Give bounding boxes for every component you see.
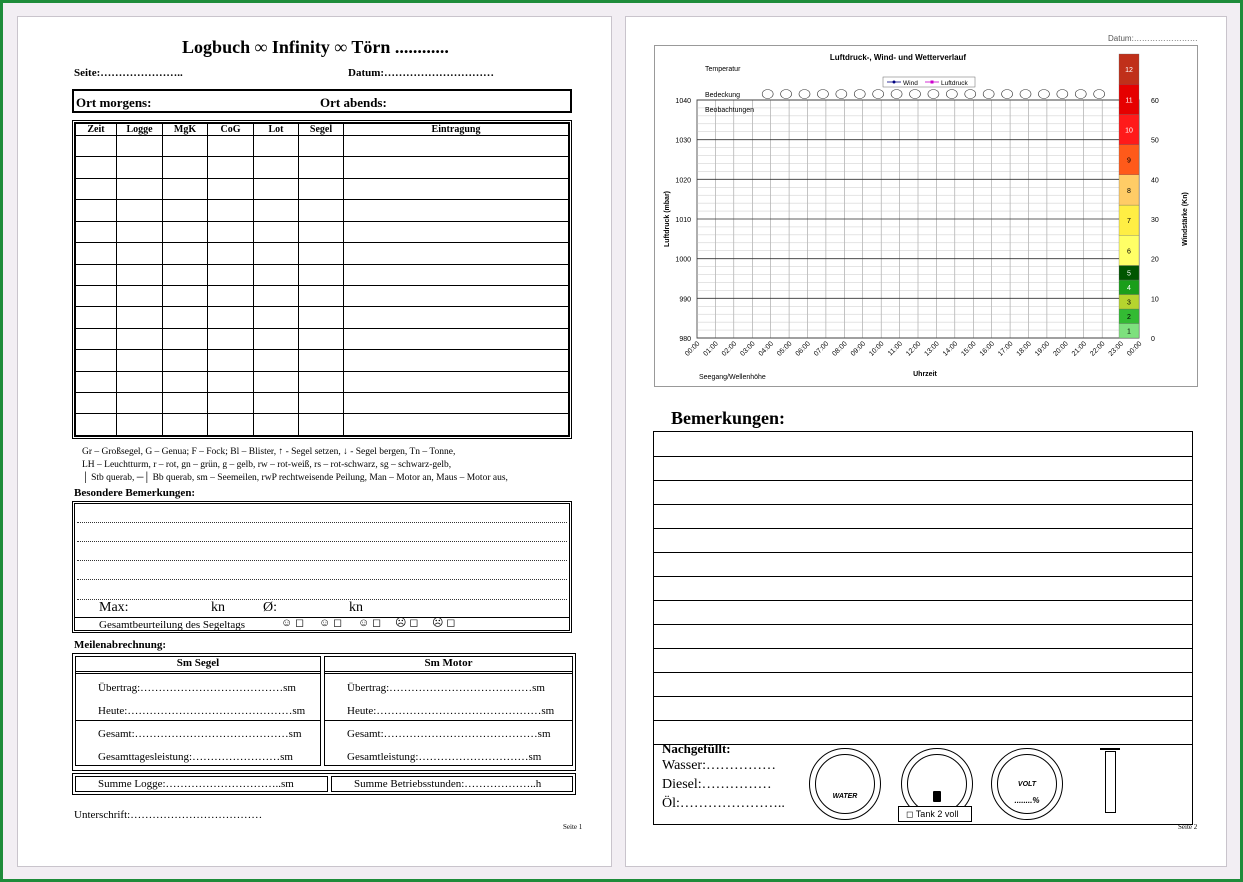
divider [76,720,320,721]
log-cell[interactable] [299,393,344,414]
log-cell[interactable] [163,264,208,285]
ort-morgens-label[interactable]: Ort morgens: [76,95,152,110]
y-tick-label: 990 [679,296,691,304]
volt-gauge-percent: ........% [1014,796,1040,805]
log-cell[interactable] [344,157,569,178]
log-cell[interactable] [208,243,254,264]
y2-tick-label: 60 [1151,98,1159,105]
x-tick-label: 05:00 [776,340,794,358]
tank-2-label: ◻ Tank 2 voll [906,809,959,819]
x-axis-label: Uhrzeit [913,371,937,378]
log-cell[interactable] [344,285,569,306]
log-cell[interactable] [299,178,344,199]
x-tick-label: 15:00 [960,340,978,358]
y-tick-label: 1040 [675,98,691,105]
log-cell[interactable] [76,136,117,157]
gesamtbeurteilung-label: Gesamtbeurteilung des Segeltags [99,619,246,631]
writing-line[interactable] [654,720,1192,721]
y2-tick-label: 30 [1151,217,1159,224]
writing-line[interactable] [654,576,1192,577]
nachgefuellt-label: Nachgefüllt: [662,741,731,756]
x-tick-label: 01:00 [702,340,720,358]
sm-segel-header: Sm Segel [176,657,220,669]
writing-line[interactable] [654,648,1192,649]
x-tick-label: 16:00 [978,340,997,358]
log-cell[interactable] [163,414,208,436]
weather-chart [654,45,1198,387]
weather-chart-svg [655,46,1197,386]
table-row [76,393,569,414]
cloud-cover-circle [1057,90,1068,99]
log-cell[interactable] [254,371,299,392]
log-cell[interactable] [299,328,344,349]
log-cell[interactable] [299,136,344,157]
row-label-beobachtungen: Beobachtungen [705,107,755,114]
table-row [76,350,569,371]
log-cell[interactable] [117,221,163,242]
y-tick-label: 1000 [675,256,691,264]
log-cell[interactable] [344,414,569,436]
logbook-page-2 [625,16,1227,867]
log-cell[interactable] [344,307,569,328]
table-row [76,243,569,264]
log-cell[interactable] [208,157,254,178]
avg-label: Ø: [263,600,277,615]
log-cell[interactable] [163,393,208,414]
writing-line[interactable] [654,600,1192,601]
legend-line: LH – Leuchtturm, r – rot, gn – grün, g – gelb, rw – rot-weiß, rs – rot-schwarz, sg – schwarz-gelb, [82,460,452,470]
beaufort-label: 12 [1125,67,1133,75]
volt-gauge-icon [991,748,1063,820]
cloud-cover-circle [1020,90,1031,99]
max-label: Max: [99,600,129,615]
rating-checkbox-3[interactable]: ☺ ◻ [358,617,382,629]
row-label-temperatur: Temperatur [705,66,741,73]
log-cell[interactable] [299,243,344,264]
writing-line[interactable] [654,696,1192,697]
datum-field[interactable]: Datum:…………………… [1108,34,1198,43]
x-tick-label: 12:00 [905,340,923,358]
table-row [76,285,569,306]
table-row [76,264,569,285]
log-cell[interactable] [117,285,163,306]
log-cell[interactable] [76,264,117,285]
legend-line: Gr – Großsegel, G – Genua; F – Fock; Bl – Blister, ↑ - Segel setzen, ↓ - Segel bergen, Tn – Tonne, [82,447,456,457]
cloud-cover-circle [1002,90,1013,99]
cloud-cover-circle [762,90,773,99]
kn-unit: kn [211,600,225,615]
log-cell[interactable] [254,136,299,157]
log-cell[interactable] [254,414,299,436]
writing-line[interactable] [654,672,1192,673]
log-cell[interactable] [117,307,163,328]
segel-gesamt[interactable]: Gesamt:……………………………………sm [98,728,302,740]
abbreviation-legend [82,446,558,485]
table-row [76,414,569,436]
table-row [76,178,569,199]
y2-tick-label: 40 [1151,177,1159,185]
x-tick-label: 06:00 [794,340,812,358]
x-tick-label: 08:00 [831,340,849,358]
table-row [76,371,569,392]
log-cell[interactable] [254,200,299,221]
divider [325,720,572,721]
sm-motor-section [324,656,573,766]
x-tick-label: 00:00 [684,340,702,358]
legend-line: │ Stb querab, ─│ Bb querab, sm – Seemeilen, rwP rechtweisende Peilung, Man – Motor an, Maus – Motor aus, [82,473,508,483]
log-cell[interactable] [163,328,208,349]
beaufort-label: 3 [1127,299,1131,307]
log-cell[interactable] [208,221,254,242]
log-cell[interactable] [117,200,163,221]
log-column-header: Logge [117,124,163,136]
log-cell[interactable] [208,307,254,328]
log-column-header: Lot [254,124,299,136]
rating-checkbox-1[interactable]: ☺ ◻ [281,617,305,629]
log-cell[interactable] [254,307,299,328]
log-cell[interactable] [299,221,344,242]
writing-line[interactable] [654,744,1192,745]
log-cell[interactable] [117,393,163,414]
log-cell[interactable] [344,243,569,264]
log-cell[interactable] [117,157,163,178]
log-cell[interactable] [117,264,163,285]
writing-line[interactable] [654,624,1192,625]
oil-dipstick-icon [1105,751,1116,813]
log-cell[interactable] [76,328,117,349]
wasser-field[interactable]: Wasser:…………… [662,758,776,773]
cloud-cover-circle [781,90,792,99]
summe-box [72,773,576,795]
motor-gesamtleistung[interactable]: Gesamtleistung:…………………………sm [347,751,542,763]
x-tick-label: 00:00 [1126,340,1144,358]
oel-field[interactable]: Öl:………………….. [662,796,785,811]
log-cell[interactable] [117,371,163,392]
cloud-cover-circle [836,90,847,99]
table-row [76,221,569,242]
datum-field[interactable]: Datum:………………………… [348,67,495,79]
x-tick-label: 14:00 [941,340,960,358]
log-cell[interactable] [76,178,117,199]
divider [76,671,320,672]
log-cell[interactable] [76,350,117,371]
cloud-cover-circle [910,90,921,99]
cloud-cover-circle [1038,90,1049,99]
x-tick-label: 21:00 [1070,340,1089,358]
rating-checkbox-4[interactable]: ☹ ◻ [395,617,419,629]
legend-wind-label: Wind [903,80,918,87]
row-label-seegang: Seegang/Wellenhöhe [699,374,766,381]
cloud-cover-circle [928,90,939,99]
log-cell[interactable] [208,328,254,349]
x-tick-label: 10:00 [868,340,886,358]
writing-line[interactable] [654,552,1192,553]
row-label-bedeckung: Bedeckung [705,92,741,99]
segel-heute[interactable]: Heute:………………………………………sm [98,705,306,717]
writing-line[interactable] [77,579,567,580]
motor-gesamt[interactable]: Gesamt:……………………………………sm [347,728,551,740]
log-cell[interactable] [76,285,117,306]
x-tick-label: 17:00 [997,340,1015,358]
cloud-cover-circle [891,90,902,99]
x-tick-label: 09:00 [849,340,868,358]
page-number: Seite 2 [1178,823,1198,831]
log-column-header: Zeit [76,124,117,136]
bemerkungen-heading: Bemerkungen: [671,408,785,428]
motor-heute[interactable]: Heute:………………………………………sm [347,705,555,717]
summe-betriebsstunden-cell [331,776,573,792]
y2-tick-label: 50 [1151,137,1159,145]
y2-tick-label: 10 [1151,296,1159,304]
log-cell[interactable] [117,414,163,436]
log-cell[interactable] [163,200,208,221]
segel-uebertrag[interactable]: Übertrag:…………………………………sm [98,682,296,694]
log-cell[interactable] [76,414,117,436]
log-cell[interactable] [254,178,299,199]
writing-line[interactable] [654,504,1192,505]
cloud-cover-circle [817,90,828,99]
meilenabrechnung-label: Meilenabrechnung: [74,639,167,651]
log-cell[interactable] [208,200,254,221]
legend-pressure-label: Luftdruck [941,80,968,87]
fuel-pump-icon [933,791,941,802]
x-tick-label: 19:00 [1033,340,1052,358]
log-cell[interactable] [254,393,299,414]
beaufort-label: 1 [1127,328,1131,336]
unterschrift-field[interactable]: Unterschrift:……………………………… [74,809,263,821]
rating-checkbox-2[interactable]: ☺ ◻ [319,617,343,629]
log-cell[interactable] [299,350,344,371]
beaufort-label: 11 [1125,97,1133,105]
beaufort-label: 10 [1125,127,1133,135]
summe-logge-cell [75,776,328,792]
log-column-header: Segel [299,124,344,136]
log-column-header: Eintragung [344,124,569,136]
table-row [76,307,569,328]
x-tick-label: 11:00 [887,340,904,358]
log-cell[interactable] [76,393,117,414]
x-tick-label: 03:00 [739,340,757,358]
log-cell[interactable] [208,371,254,392]
x-tick-label: 13:00 [923,340,941,358]
log-cell[interactable] [254,264,299,285]
log-cell[interactable] [76,243,117,264]
seite-field[interactable]: Seite:………………….. [74,67,183,79]
divider [76,673,320,674]
motor-uebertrag[interactable]: Übertrag:…………………………………sm [347,682,545,694]
cloud-cover-circle [983,90,994,99]
beaufort-label: 9 [1127,157,1131,165]
log-cell[interactable] [208,285,254,306]
water-gauge-icon [809,748,881,820]
summe-betriebsstunden[interactable]: Summe Betriebsstunden:………………..h [354,778,542,790]
log-table-wrapper [72,120,572,439]
y2-tick-label: 0 [1151,336,1155,343]
log-cell[interactable] [163,371,208,392]
beaufort-label: 6 [1127,248,1131,256]
kn-unit: kn [349,600,363,615]
log-cell[interactable] [163,221,208,242]
log-cell[interactable] [254,221,299,242]
diesel-field[interactable]: Diesel:…………… [662,777,772,792]
writing-line[interactable] [77,541,567,542]
log-cell[interactable] [254,157,299,178]
x-tick-label: 20:00 [1052,340,1070,358]
x-tick-label: 23:00 [1107,340,1125,358]
log-cell[interactable] [254,350,299,371]
ort-abends-label[interactable]: Ort abends: [320,95,387,110]
chart-title: Luftdruck-, Wind- und Wetterverlauf [829,53,967,62]
log-cell[interactable] [299,371,344,392]
y2-axis-label: Windstärke (Kn) [1182,192,1189,246]
beaufort-label: 8 [1127,187,1131,195]
y2-tick-label: 20 [1151,256,1159,264]
x-tick-label: 22:00 [1089,340,1107,358]
rating-checkbox-5[interactable]: ☹ ◻ [432,617,456,629]
log-cell[interactable] [163,136,208,157]
y-tick-label: 1030 [675,137,691,145]
log-cell[interactable] [344,178,569,199]
table-row [76,328,569,349]
writing-line[interactable] [654,528,1192,529]
x-tick-label: 04:00 [757,340,776,358]
log-cell[interactable] [344,393,569,414]
log-cell[interactable] [117,328,163,349]
log-cell[interactable] [344,371,569,392]
log-table [75,123,569,436]
sm-motor-header: Sm Motor [424,657,473,669]
log-cell[interactable] [299,285,344,306]
log-cell[interactable] [208,414,254,436]
besondere-bemerkungen-label: Besondere Bemerkungen: [74,487,196,499]
log-cell[interactable] [208,350,254,371]
log-cell[interactable] [76,157,117,178]
log-cell[interactable] [117,350,163,371]
log-cell[interactable] [76,200,117,221]
tank-2-checkbox[interactable] [898,806,972,822]
cloud-cover-circle [1094,90,1105,99]
log-cell[interactable] [208,264,254,285]
log-cell[interactable] [208,136,254,157]
cloud-cover-circle [799,90,810,99]
cloud-cover-circle [1075,90,1086,99]
log-cell[interactable] [299,307,344,328]
y-axis-label: Luftdruck (mbar) [664,191,671,247]
log-cell[interactable] [254,243,299,264]
table-row [76,200,569,221]
log-cell[interactable] [163,178,208,199]
water-gauge-label: WATER [832,793,858,800]
page-title: Logbuch ∞ Infinity ∞ Törn ............ [182,37,449,57]
log-cell[interactable] [208,393,254,414]
writing-line[interactable] [77,599,567,600]
cloud-cover-circle [946,90,957,99]
log-cell[interactable] [299,200,344,221]
x-tick-label: 02:00 [720,340,739,358]
log-cell[interactable] [117,136,163,157]
logbook-page-1 [17,16,612,867]
cloud-cover-circle [965,90,976,99]
log-cell[interactable] [76,307,117,328]
log-cell[interactable] [299,157,344,178]
log-cell[interactable] [299,264,344,285]
writing-line[interactable] [654,480,1192,481]
divider [325,671,572,672]
sm-segel-section [75,656,321,766]
beaufort-label: 4 [1127,285,1131,293]
ort-box [72,89,572,113]
log-cell[interactable] [163,285,208,306]
log-cell[interactable] [299,414,344,436]
segel-gesamttagesleistung[interactable]: Gesamttagesleistung:……………………sm [98,751,293,763]
log-cell[interactable] [254,285,299,306]
log-cell[interactable] [117,243,163,264]
beaufort-label: 5 [1127,270,1131,278]
log-cell[interactable] [344,136,569,157]
dipstick-handle [1100,748,1120,753]
y-tick-label: 980 [679,336,691,343]
beaufort-label: 7 [1127,218,1131,226]
log-table-header [76,124,569,136]
log-cell[interactable] [344,200,569,221]
cloud-cover-circle [854,90,865,99]
y-tick-label: 1020 [675,177,691,185]
x-tick-label: 18:00 [1015,340,1033,358]
y-tick-label: 1010 [675,217,691,224]
log-cell[interactable] [254,328,299,349]
writing-line[interactable] [77,522,567,523]
legend-pressure-marker [931,81,934,84]
log-cell[interactable] [76,371,117,392]
log-column-header: CoG [208,124,254,136]
table-row [76,136,569,157]
log-cell[interactable] [163,243,208,264]
table-row [76,157,569,178]
log-cell[interactable] [344,328,569,349]
log-cell[interactable] [344,350,569,371]
log-cell[interactable] [163,157,208,178]
writing-line[interactable] [77,560,567,561]
log-cell[interactable] [344,221,569,242]
meilenabrechnung-table [72,653,576,771]
writing-line[interactable] [654,456,1192,457]
volt-gauge-label: VOLT [1017,781,1037,788]
x-tick-label: 07:00 [812,340,831,358]
log-cell[interactable] [208,178,254,199]
legend-wind-marker [893,81,896,84]
log-cell[interactable] [163,307,208,328]
log-cell[interactable] [117,178,163,199]
log-cell[interactable] [163,350,208,371]
cloud-cover-circle [873,90,884,99]
divider [325,673,572,674]
log-column-header: MgK [163,124,208,136]
besondere-bemerkungen-box [72,501,572,633]
summe-logge[interactable]: Summe Logge:…………………………..sm [98,778,294,790]
log-cell[interactable] [344,264,569,285]
log-cell[interactable] [76,221,117,242]
page-number: Seite 1 [563,823,583,831]
beaufort-label: 2 [1127,314,1131,322]
